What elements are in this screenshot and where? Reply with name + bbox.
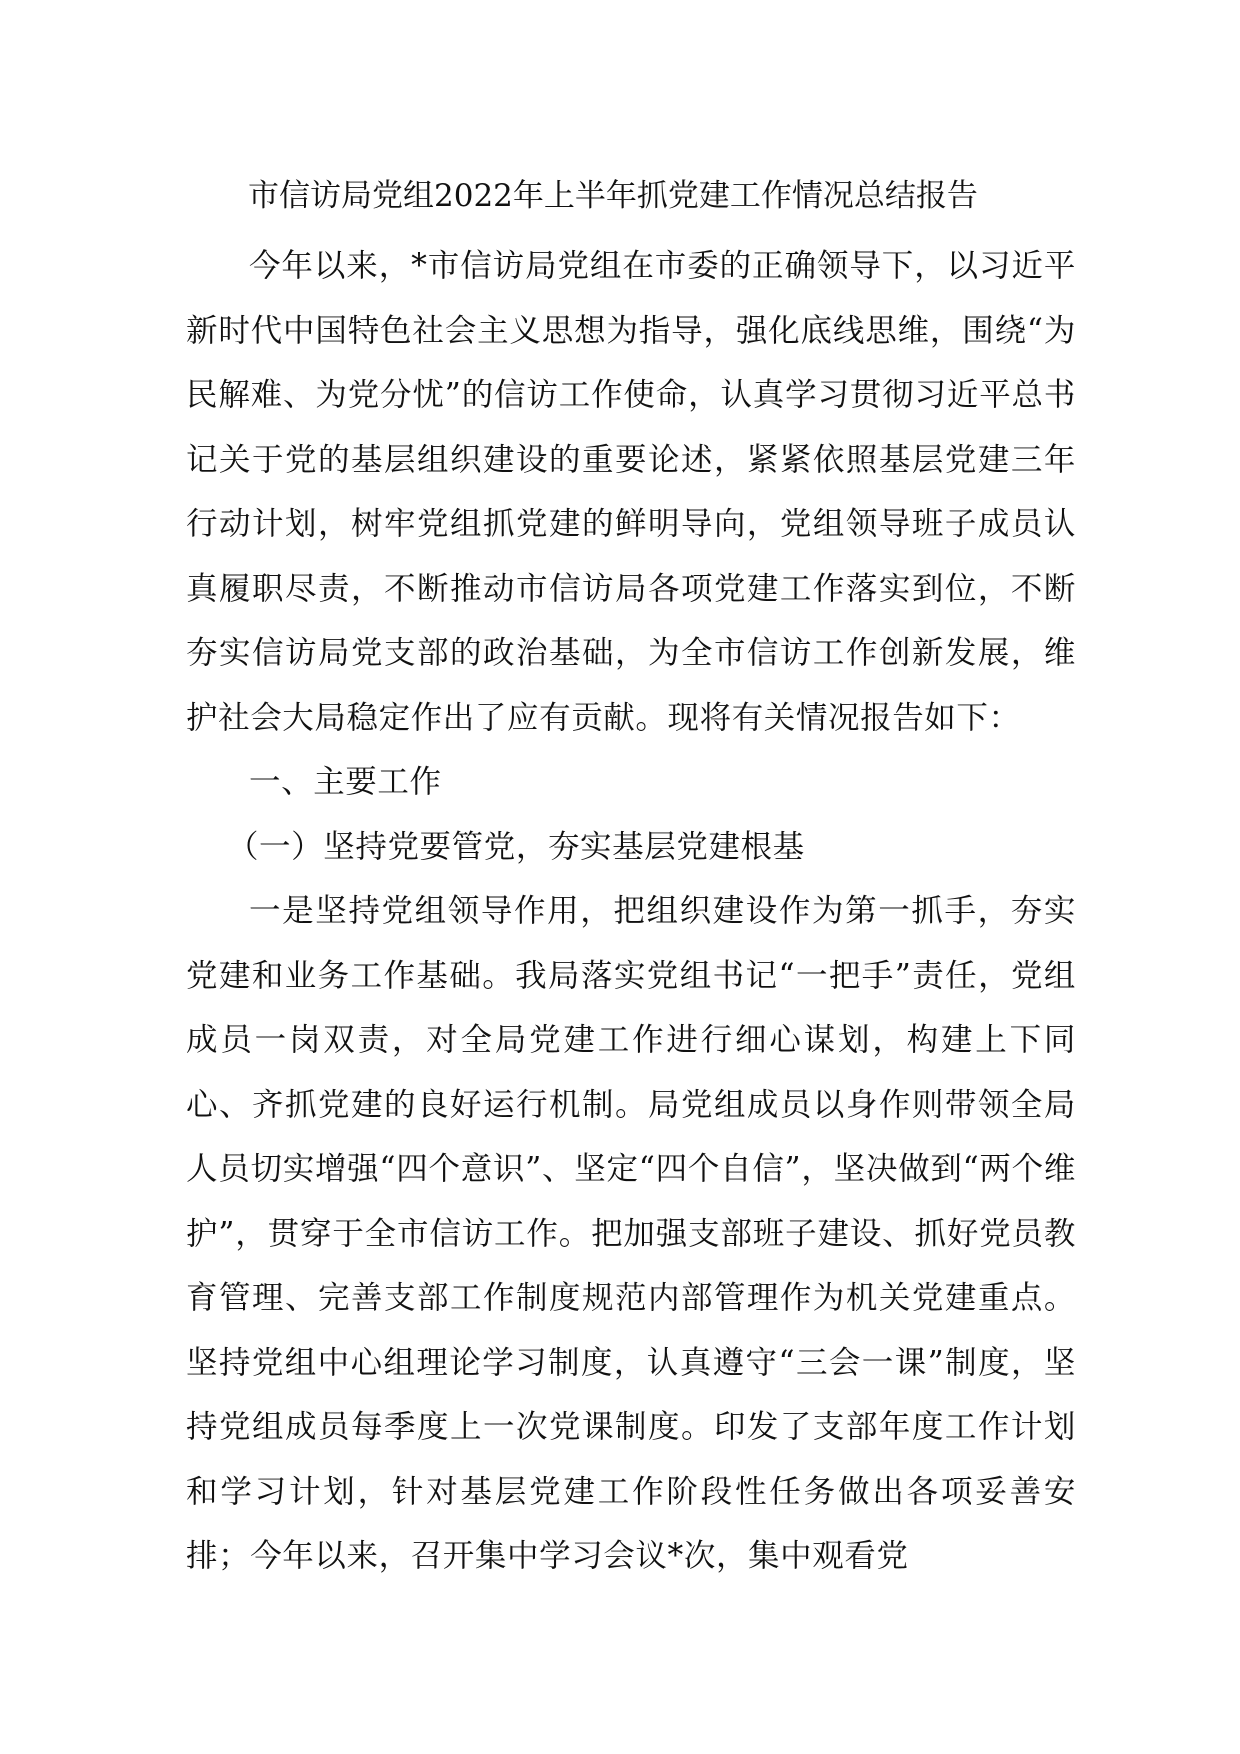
intro-paragraph: 今年以来，*市信访局党组在市委的正确领导下，以习近平新时代中国特色社会主义思想为指导，强化底线思维，围绕“为民解难、为党分忧”的信访工作使命，认真学习贯彻习近平总书记关于党的基层组织建设的重要论述，紧紧依照基层党建三年行动计划，树牢党组抓党建的鲜明导向，党组领导班子成员认真履职尽责，不断推动市信访局各项党建工作落实到位，不断夯实信访局党支部的政治基础，为全市信访工作创新发展，维护社会大局稳定作出了应有贡献。现将有关情况报告如下：	[186, 248, 1076, 736]
document-body	[186, 234, 1076, 1589]
body-paragraph-1: 一是坚持党组领导作用，把组织建设作为第一抓手，夯实党建和业务工作基础。我局落实党组书记“一把手”责任，党组成员一岗双责，对全局党建工作进行细心谋划，构建上下同心、齐抓党建的良好运行机制。局党组成员以身作则带领全局人员切实增强“四个意识”、坚定“四个自信”，坚决做到“两个维护”，贯穿于全市信访工作。把加强支部班子建设、抓好党员教育管理、完善支部工作制度规范内部管理作为机关党建重点。坚持党组中心组理论学习制度，认真遵守“三会一课”制度，坚持党组成员每季度上一次党课制度。印发了支部年度工作计划和学习计划，针对基层党建工作阶段性任务做出各项妥善安排；今年以来，召开集中学习会议*次，集中观看党	[186, 893, 1076, 1574]
subsection-heading-1: （一）坚持党要管党，夯实基层党建根基	[226, 828, 805, 865]
document-title: 市信访局党组2022年上半年抓党建工作情况总结报告	[248, 178, 978, 214]
section-heading-main-work: 一、主要工作	[249, 764, 442, 800]
